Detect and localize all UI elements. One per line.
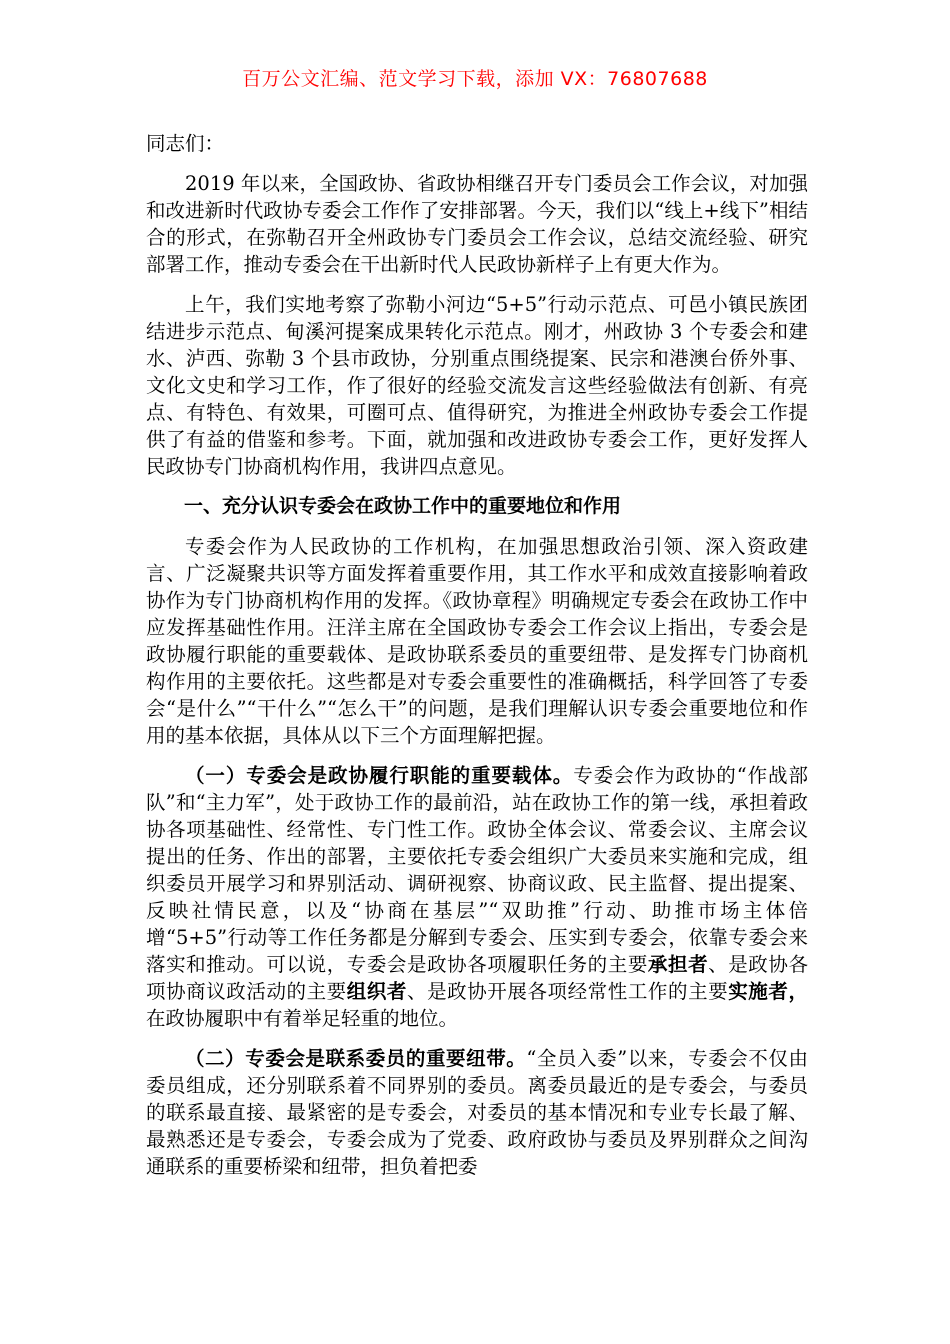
section-heading-1: 一、充分认识专委会在政协工作中的重要地位和作用 (184, 495, 622, 517)
paragraph-subsection-2 (146, 1045, 808, 1180)
bold-term-implementer: 实施者， (728, 980, 808, 1003)
bold-term-bearer: 承担者 (647, 953, 709, 976)
watermark-header: 百万公文汇编、范文学习下载，添加 VX：76807688 (242, 68, 708, 90)
bold-term-organizer: 组织者 (346, 980, 407, 1003)
salutation: 同志们： (146, 132, 225, 155)
subsection-2-body: “全员入委”以来，专委会不仅由委员组成，还分别联系着不同界别的委员。离委员最近的是专委会，与委员的联系最直接、最紧密的是专委会，对委员的基本情况和专业专长最了解、最熟悉还是专委会，专委会成为了党委、政府政协与委员及界别群众之间沟通联系的重要桥梁和纽带，担负着把委 (146, 1047, 808, 1178)
subsection-2-title: （二）专委会是联系委员的重要纽带。 (185, 1047, 527, 1070)
paragraph-intro: 2019 年以来，全国政协、省政协相继召开专门委员会工作会议，对加强和改进新时代政协专委会工作作了安排部署。今天，我们以“线上+线下”相结合的形式，在弥勒召开全州政协专门委员会工作会议，总结交流经验、研究部署工作，推动专委会在干出新时代人民政协新样子上有更大作为。 (146, 172, 808, 276)
subsection-1-text-2: 、是政协各项协商议政活动的主要 (146, 953, 808, 1003)
subsection-1-title: （一）专委会是政协履行职能的重要载体。 (185, 764, 574, 787)
paragraph-inspection: 上午，我们实地考察了弥勒小河边“5+5”行动示范点、可邑小镇民族团结进步示范点、甸溪河提案成果转化示范点。刚才，州政协 3 个专委会和建水、泸西、弥勒 3 个县市政协，分别重点围绕提案、民宗和港澳台侨外事、文化文史和学习工作，作了很好的经验交流发言这些经验做法有创新、有亮点、有特色、有效果，可圈可点、值得研究，为推进全州政协专委会工作提供了有益的借鉴和参考。下面，就加强和改进政协专委会工作，更好发挥人民政协专门协商机构作用，我讲四点意见。 (146, 293, 808, 478)
document-body (146, 130, 808, 1193)
paragraph-subsection-1 (146, 762, 808, 1032)
subsection-1-text-3: 、是政协开展各项经常性工作的主要 (407, 980, 729, 1003)
subsection-1-body: 专委会作为政协的“作战部队”和“主力军”，处于政协工作的最前沿，站在政协工作的第一线，承担着政协各项基础性、经常性、专门性工作。政协全体会议、常委会议、主席会议提出的任务、作出的部署，主要依托专委会组织广大委员来实施和完成，组织委员开展学习和界别活动、调研视察、协商议政、民主监督、提出提案、反映社情民意，以及“协商在基层”“双助推”行动、助推市场主体倍增“5+5”行动等工作任务都是分解到专委会、压实到专委会，依靠专委会来落实和推动。可以说，专委会是政协各项履职任务的主要 (146, 764, 808, 976)
paragraph-section-1-intro: 专委会作为人民政协的工作机构，在加强思想政治引领、深入资政建言、广泛凝聚共识等方面发挥着重要作用，其工作水平和成效直接影响着政协作为专门协商机构作用的发挥。《政协章程》明确规定专委会在政协工作中应发挥基础性作用。汪洋主席在全国政协专委会工作会议上指出，专委会是政协履行职能的重要载体、是政协联系委员的重要纽带、是发挥专门协商机构作用的主要依托。这些都是对专委会重要性的准确概括，科学回答了专委会“是什么”“干什么”“怎么干”的问题，是我们理解认识专委会重要地位和作用的基本依据，具体从以下三个方面理解把握。 (146, 535, 808, 747)
subsection-1-text-4: 在政协履职中有着举足轻重的地位。 (146, 1007, 459, 1030)
